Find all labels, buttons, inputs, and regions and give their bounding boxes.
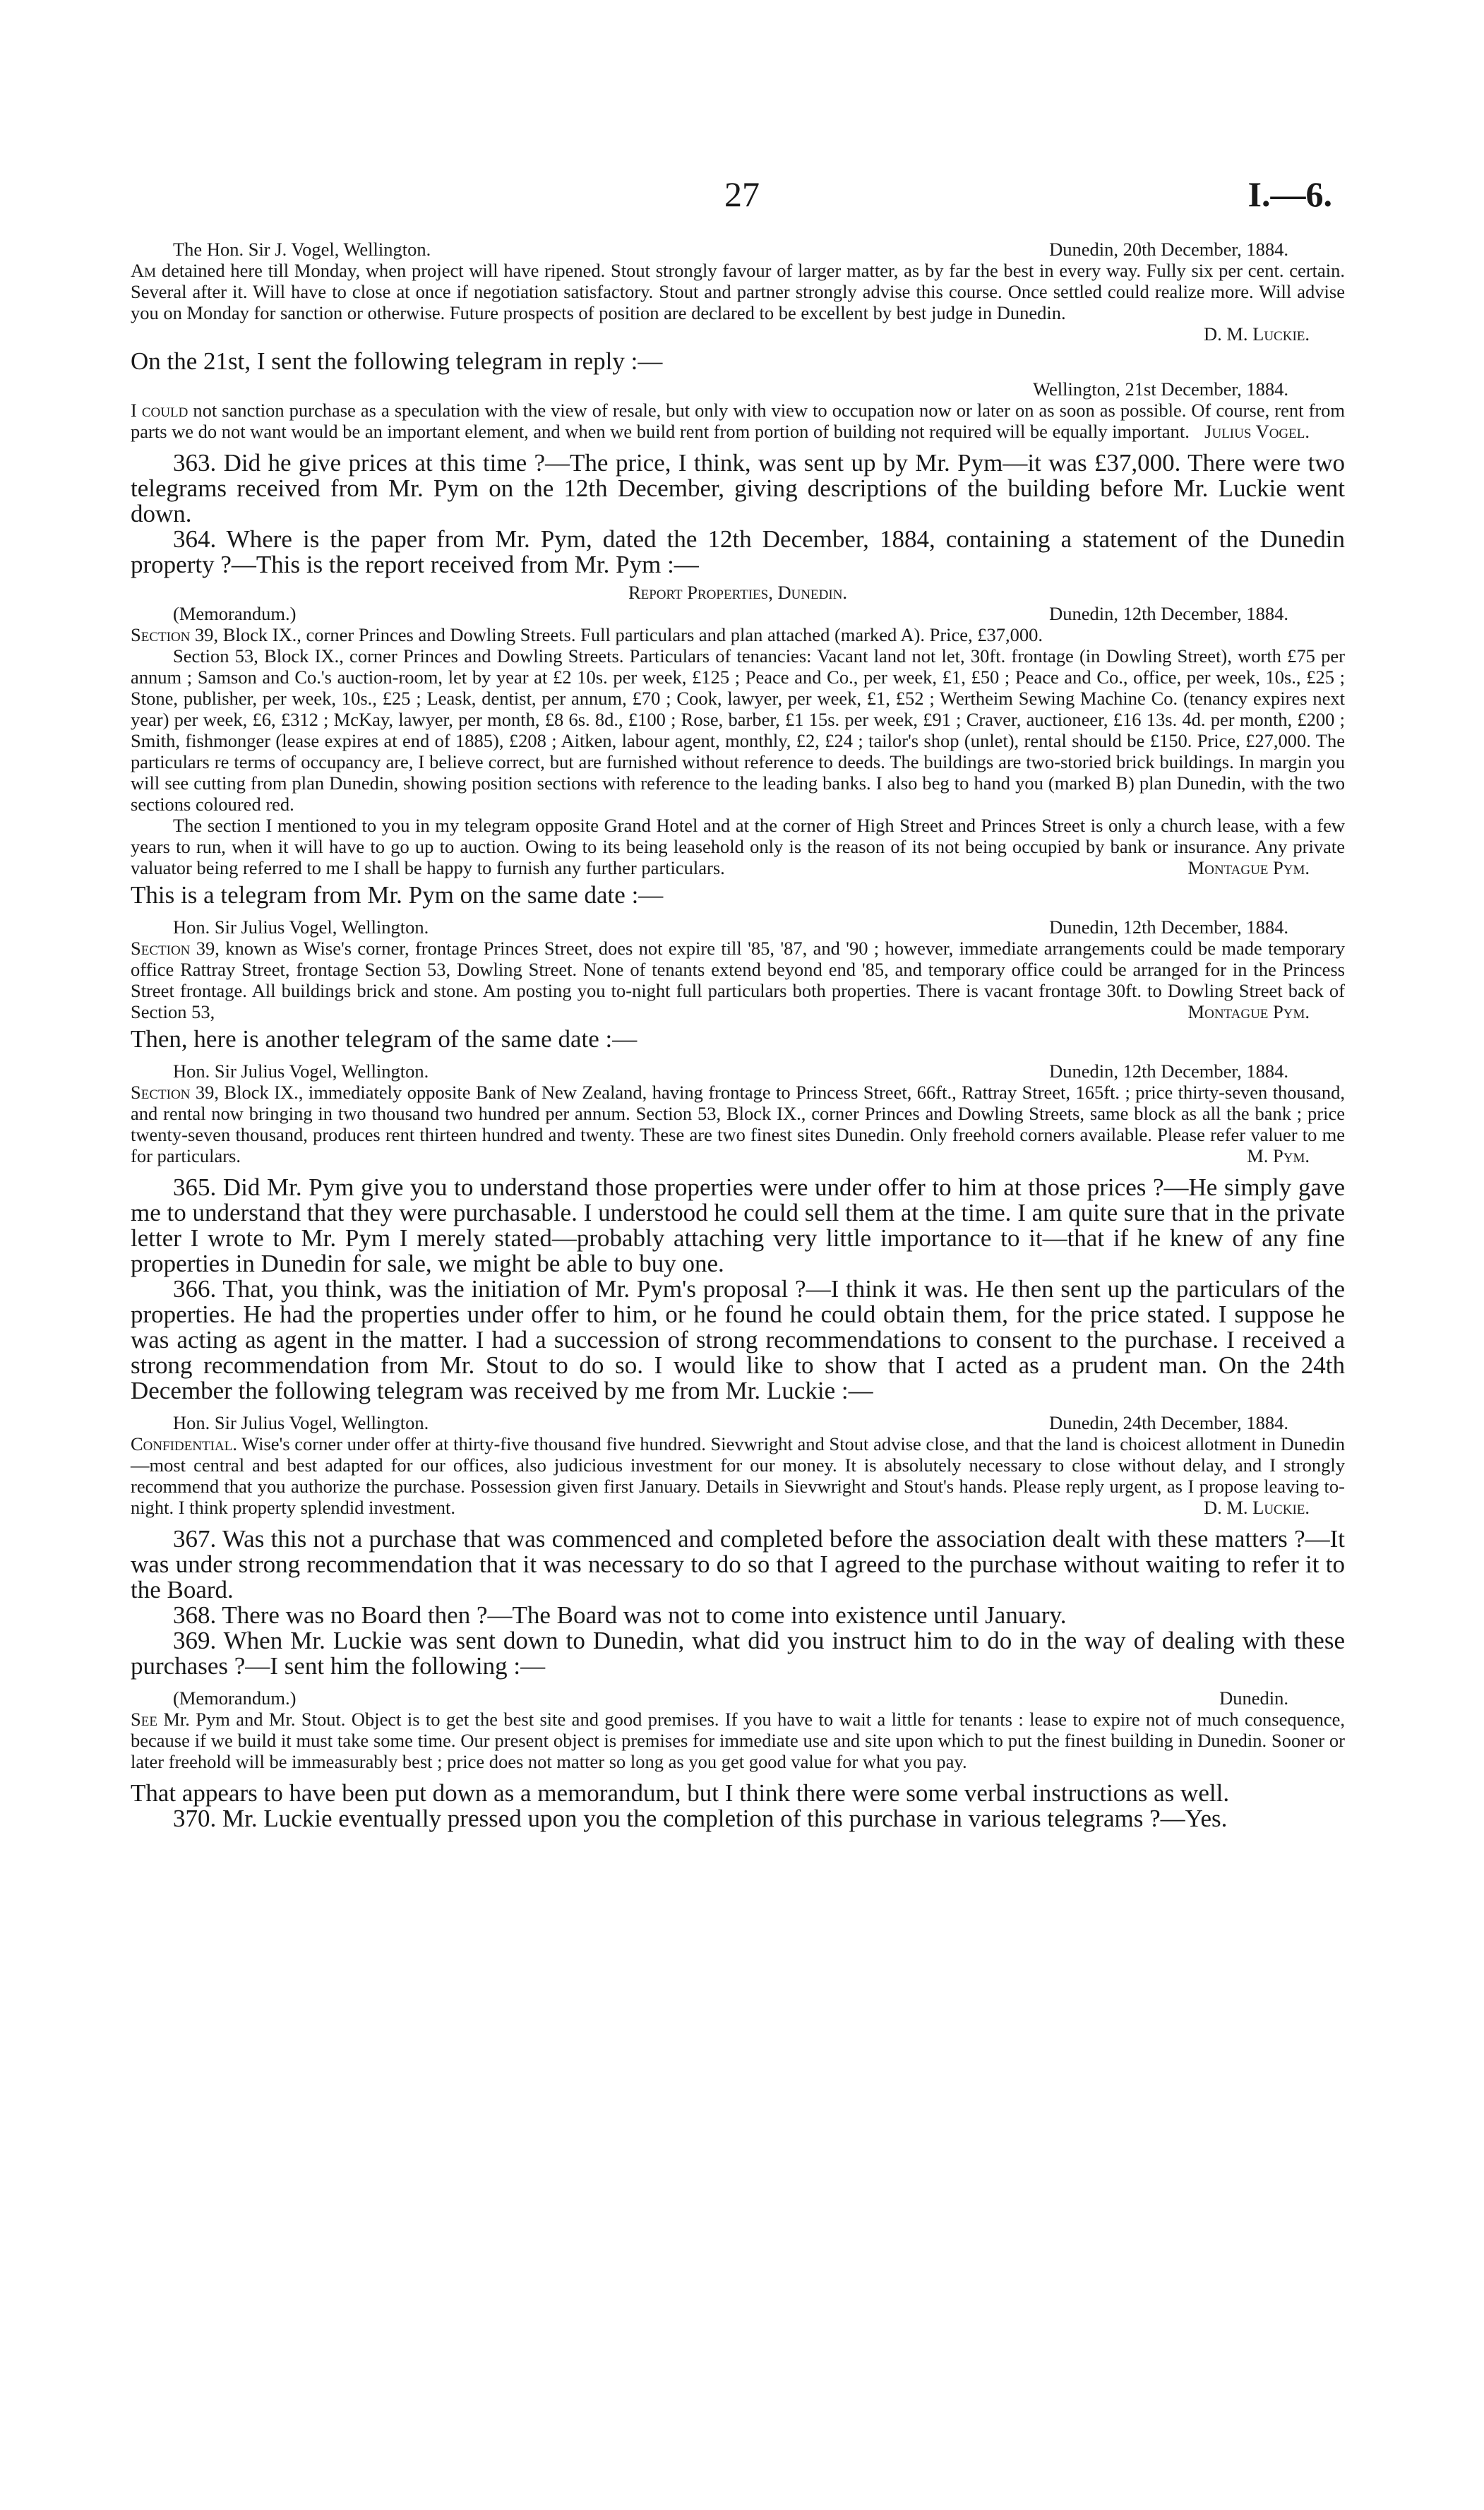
- lead-word: Confidential.: [131, 1433, 237, 1454]
- paragraph: Then, here is another telegram of the same date :—: [131, 1025, 638, 1053]
- question-367: 367. Was this not a purchase that was commenced and completed before the association dealt with these matters ?—It was under strong recommendation that it was necessary to do so that I agreed to the purchase without waiting to refer it to the Board.: [131, 1525, 1345, 1603]
- paragraph: On the 21st, I sent the following telegram in reply :—: [131, 347, 663, 375]
- question-365: 365. Did Mr. Pym give you to understand those properties were under offer to him at those prices ?—He simply gave me to understand that they were purchasable. I understood he could sell them at the time. I am quite sure that in the private letter I wrote to Mr. Pym I merely stated—probably attaching very little importance to it—that if he knew of any fine properties in Dunedin for sale, we might be able to buy one.: [131, 1173, 1345, 1277]
- page-body: [131, 239, 1345, 1831]
- report-header: [131, 603, 1345, 624]
- lead-word: Section: [131, 624, 191, 645]
- question-368: 368. There was no Board then ?—The Board was not to come into existence until January.: [173, 1601, 1067, 1629]
- telegram-place-date: Dunedin, 24th December, 1884.: [1049, 1412, 1288, 1433]
- telegram-text: not sanction purchase as a speculation with the view of resale, but only with view to occupation now or later on as soon as possible. Of course, rent from parts we do not want would be an important element, and when we build rent from portion of building not required will be equally important.: [131, 400, 1346, 442]
- telegram-header: [131, 1060, 1345, 1082]
- lead-word: See: [131, 1709, 157, 1730]
- telegram-header: [131, 916, 1345, 938]
- telegram-body: Section 39, known as Wise's corner, frontage Princes Street, does not expire till '85, '87, and '90 ; however, immediate arrangements could be made temporary office Rattray Street, frontage Section 53, Dowling Street. None of tenants extend beyond end '85, and temporary office could be arranged for in the Princess Street frontage. All buildings brick and stone. Am posting you to-night full particulars both properties. There is vacant frontage 30ft. to Dowling Street back of Section 53, Montague Pym.: [131, 938, 1345, 1022]
- question-364: 364. Where is the paper from Mr. Pym, dated the 12th December, 1884, containing a statement of the Dunedin property ?—This is the report received from Mr. Pym :—: [131, 525, 1345, 578]
- telegram-place-date: Dunedin, 20th December, 1884.: [1049, 239, 1288, 260]
- memo-label: (Memorandum.): [173, 1687, 297, 1709]
- telegram-place-date: Dunedin, 12th December, 1884.: [1049, 1060, 1288, 1082]
- telegram-addressee: Hon. Sir Julius Vogel, Wellington.: [173, 1060, 429, 1082]
- lead-word: Section: [131, 938, 191, 959]
- report-title: Report Properties, Dunedin.: [628, 582, 848, 603]
- telegram-body: [131, 260, 1345, 323]
- lead-word: Section: [131, 1082, 191, 1103]
- lead-word: Am: [131, 260, 157, 281]
- telegram-addressee: Hon. Sir Julius Vogel, Wellington.: [173, 1412, 429, 1433]
- memo-header: [131, 1687, 1345, 1709]
- signature: D. M. Luckie.: [1203, 323, 1310, 345]
- paragraph: That appears to have been put down as a memorandum, but I think there were some verbal instructions as well.: [131, 1779, 1230, 1807]
- question-369: 369. When Mr. Luckie was sent down to Dunedin, what did you instruct him to do in the way of dealing with these purchases ?—I sent him the following :—: [131, 1627, 1345, 1680]
- telegram-header: [131, 1412, 1345, 1433]
- memo-place: Dunedin.: [1219, 1687, 1288, 1709]
- report-place-date: Dunedin, 12th December, 1884.: [1049, 603, 1288, 624]
- report-paragraph: Section 53, Block IX., corner Princes and Dowling Streets. Particulars of tenancies: Vacant land not let, 30ft. frontage (in Dowling Street), worth £75 per annum ; Samson and Co.'s auction-room, let by year at £2 10s. per week, £125 ; Peace and Co., per week, £1, £50 ; Peace and Co., office, per week, 10s., £25 ; Stone, publisher, per week, 10s., £25 ; Leask, dentist, per annum, £70 ; Cook, lawyer, per week, £1, £52 ; Wertheim Sewing Machine Co. (tenancy expires next year) per week, £6, £312 ; McKay, lawyer, per month, £8 6s. 8d., £100 ; Rose, barber, £1 15s. per week, £91 ; Craver, auctioneer, £16 13s. 4d. per month, £200 ; Smith, fishmonger (lease expires at end of 1885), £208 ; Aitken, labour agent, monthly, £2, £24 ; tailor's shop (unlet), rental should be £150. Price, £27,000. The particulars re terms of occupancy are, I believe correct, but are furnished without reference to deeds. The buildings are two-storied brick buildings. In margin you will see cutting from plan Dunedin, showing position sections with reference to the leading banks. I also beg to hand you (marked B) plan Dunedin, with the two sections coloured red.: [131, 645, 1345, 815]
- paragraph: This is a telegram from Mr. Pym on the same date :—: [131, 881, 664, 909]
- telegram-body: [131, 400, 1345, 442]
- telegram-place-date: Dunedin, 12th December, 1884.: [1049, 916, 1288, 938]
- page-number: 27: [724, 174, 760, 214]
- question-370: 370. Mr. Luckie eventually pressed upon you the completion of this purchase in various telegrams ?—Yes.: [173, 1805, 1228, 1832]
- question-366: 366. That, you think, was the initiation of Mr. Pym's proposal ?—I think it was. He then sent up the particulars of the properties. He had the properties under offer to him, or he found he could obtain them, for the price stated. I suppose he was acting as agent in the matter. I had a succession of strong recommendations to consent to the purchase. I received a strong recommendation from Mr. Stout to do so. I would like to show that I acted as a prudent man. On the 24th December the following telegram was received by me from Mr. Luckie :—: [131, 1275, 1345, 1404]
- signature: M. Pym.: [1247, 1145, 1310, 1166]
- question-363: 363. Did he give prices at this time ?—The price, I think, was sent up by Mr. Pym—it was £37,000. There were two telegrams received from Mr. Pym on the 12th December, giving descriptions of the building before Mr. Luckie went down.: [131, 449, 1345, 527]
- telegram-body: Section 39, Block IX., immediately opposite Bank of New Zealand, having frontage to Princess Street, 66ft., Rattray Street, 165ft. ; price thirty-seven thousand, and rental now bringing in two thousand two hundred per annum. Section 53, Block IX., corner Princes and Dowling Streets, same block as all the bank ; price twenty-seven thousand, produces rent thirteen hundred and twenty. These are two finest sites Dunedin. Only freehold corners available. Please refer valuer to me for particulars. M. Pym.: [131, 1082, 1346, 1166]
- signature: Julius Vogel.: [1204, 421, 1310, 442]
- signature: D. M. Luckie.: [1203, 1497, 1310, 1518]
- report-paragraph: Section 39, Block IX., corner Princes and Dowling Streets. Full particulars and plan attached (marked A). Price, £37,000.: [131, 624, 1043, 645]
- signature: Montague Pym.: [1187, 1001, 1310, 1022]
- telegram-addressee: The Hon. Sir J. Vogel, Wellington.: [173, 239, 431, 260]
- telegram-addressee: Hon. Sir Julius Vogel, Wellington.: [173, 916, 429, 938]
- telegram-header: [131, 239, 1345, 260]
- telegram-text: detained here till Monday, when project will have ripened. Stout strongly favour of larger matter, as by far the best in every way. Fully six per cent. certain. Several after it. Will have to close at once if negotiation satisfactory. Stout and partner strongly advise this course. Once settled could realize more. Will advise you on Monday for sanction or otherwise. Future prospects of position are declared to be excellent by best judge in Dunedin.: [131, 260, 1345, 323]
- telegram-header: [131, 378, 1345, 400]
- telegram-place-date: Wellington, 21st December, 1884.: [1033, 378, 1288, 400]
- memo-label: (Memorandum.): [173, 603, 297, 624]
- signature: Montague Pym.: [1187, 857, 1310, 878]
- lead-word: I could: [131, 400, 189, 421]
- paper-reference: I.—6.: [1247, 174, 1332, 214]
- memo-body: See Mr. Pym and Mr. Stout. Object is to get the best site and good premises. If you have to wait a little for tenants : lease to expire not of much consequence, because if we build it must take some time. Our present object is premises for immediate use and site upon which to put the finest building in Dunedin. Sooner or later freehold will be immeasurably best ; price does not matter so long as you get good value for what you pay.: [131, 1709, 1345, 1772]
- telegram-body: Confidential. Wise's corner under offer at thirty-five thousand five hundred. Sievwright and Stout advise close, and that the land is choicest allotment in Dunedin—most central and best adapted for our offices, also judicious investment for our money. It is absolutely necessary to close without delay, and I strongly recommend that you authorize the purchase. Possession given first January. Details in Sievwright and Stout's hands. Please reply urgent, as I propose leaving to-night. I think property splendid investment. D. M. Luckie.: [131, 1433, 1345, 1518]
- report-paragraph: The section I mentioned to you in my telegram opposite Grand Hotel and at the corner of High Street and Princes Street is only a church lease, with a few years to run, when it will have to go up to auction. Owing to its being leasehold only is the reason of its not being occupied by bank or insurance. Any private valuator being referred to me I shall be happy to furnish any further particulars. Montague Pym.: [131, 815, 1345, 878]
